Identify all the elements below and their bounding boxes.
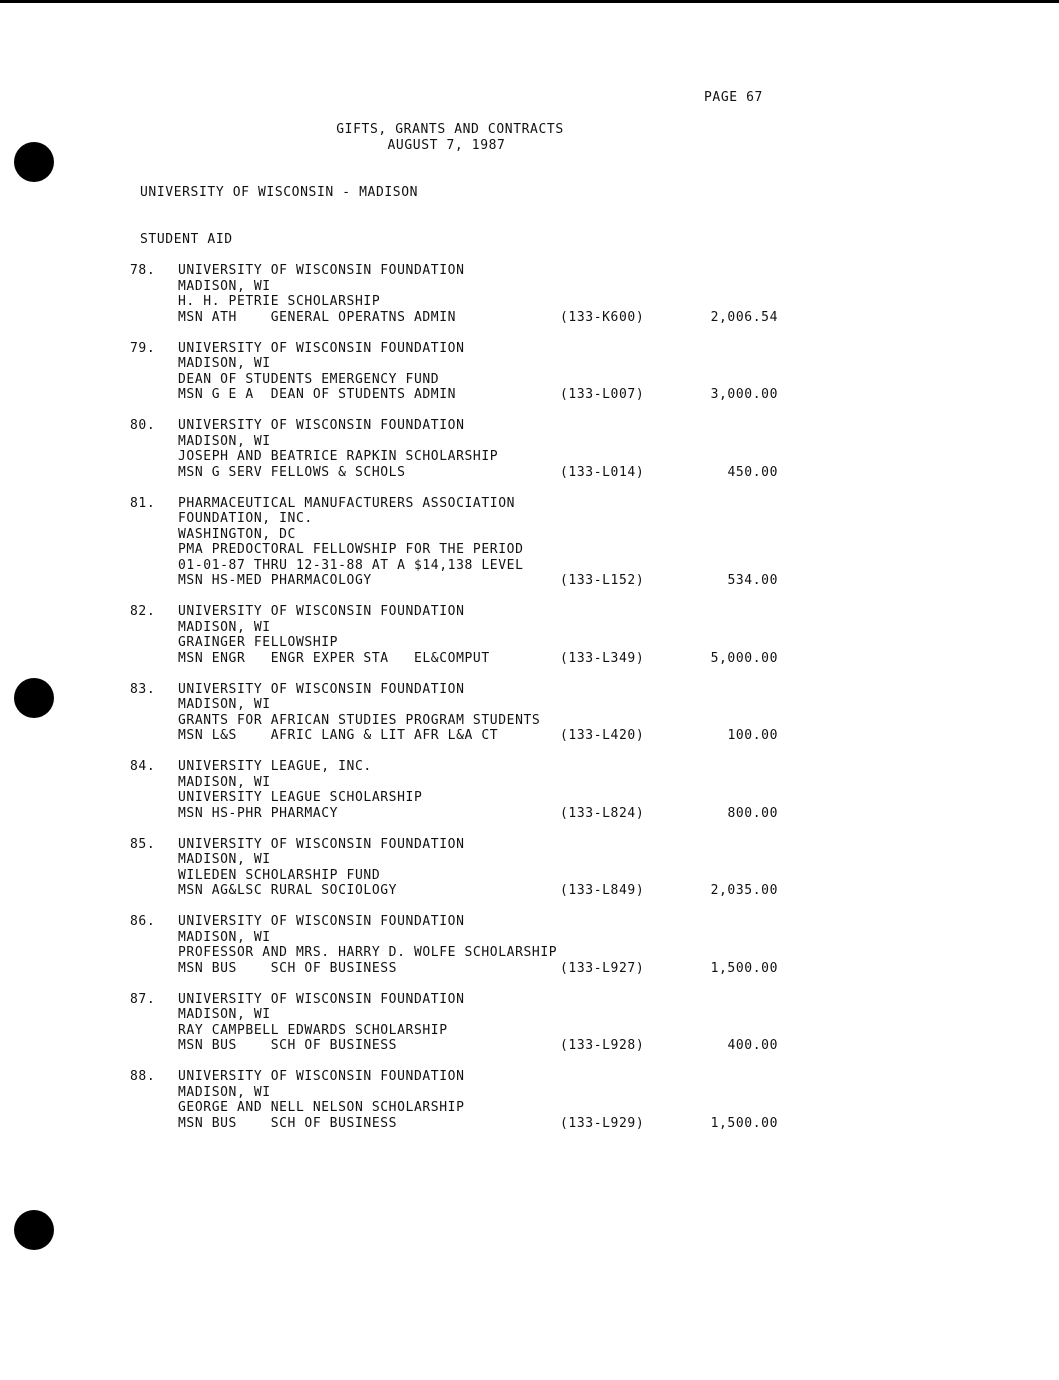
account-code: (133-L152) bbox=[560, 573, 645, 588]
entry-account-row bbox=[178, 961, 778, 977]
entry-number: 79. bbox=[130, 340, 156, 356]
page-title: GIFTS, GRANTS AND CONTRACTS bbox=[336, 122, 564, 137]
entry-body bbox=[178, 263, 778, 325]
department: MSN HS-MED PHARMACOLOGY bbox=[178, 573, 372, 588]
institution-heading: UNIVERSITY OF WISCONSIN - MADISON bbox=[140, 185, 419, 200]
amount: 1,500.00 bbox=[710, 1115, 778, 1131]
entry-line: MADISON, WI bbox=[178, 1084, 271, 1100]
section-heading: STUDENT AID bbox=[140, 232, 233, 247]
amount: 2,035.00 bbox=[710, 883, 778, 898]
grantor-name: UNIVERSITY OF WISCONSIN FOUNDATION bbox=[178, 418, 465, 433]
entry-body bbox=[178, 682, 778, 744]
grantor-name: UNIVERSITY OF WISCONSIN FOUNDATION bbox=[178, 604, 465, 619]
entry-number: 78. bbox=[130, 263, 156, 278]
entry-line: PROFESSOR AND MRS. HARRY D. WOLFE SCHOLARSHIP bbox=[178, 945, 558, 960]
entry-account-row bbox=[178, 651, 778, 667]
entry-line: MADISON, WI bbox=[178, 774, 271, 790]
grantor-name: UNIVERSITY LEAGUE, INC. bbox=[178, 759, 372, 774]
grantor-name: UNIVERSITY OF WISCONSIN FOUNDATION bbox=[178, 1069, 465, 1084]
account-code: (133-K600) bbox=[560, 309, 645, 325]
amount: 450.00 bbox=[727, 464, 778, 480]
department: MSN BUS SCH OF BUSINESS bbox=[178, 1038, 398, 1053]
grantor-name: UNIVERSITY OF WISCONSIN FOUNDATION bbox=[178, 991, 465, 1007]
entry-line: WASHINGTON, DC bbox=[178, 526, 296, 542]
department: MSN ENGR ENGR EXPER STA EL&COMPUT bbox=[178, 650, 490, 666]
entry-line: WILEDEN SCHOLARSHIP FUND bbox=[178, 867, 381, 883]
entry-line: MADISON, WI bbox=[178, 929, 271, 945]
amount: 1,500.00 bbox=[710, 960, 778, 976]
entry-body bbox=[178, 992, 778, 1054]
department: MSN BUS SCH OF BUSINESS bbox=[178, 1115, 398, 1131]
entry-number: 81. bbox=[130, 495, 156, 511]
department: MSN HS-PHR PHARMACY bbox=[178, 805, 339, 821]
entry-line: MADISON, WI bbox=[178, 697, 271, 712]
amount: 5,000.00 bbox=[710, 650, 778, 666]
page-number: PAGE 67 bbox=[704, 90, 763, 105]
punch-hole bbox=[14, 678, 54, 718]
punch-hole bbox=[14, 1210, 54, 1250]
account-code: (133-L849) bbox=[560, 883, 645, 898]
entry-line: MADISON, WI bbox=[178, 619, 271, 635]
entry-account-row bbox=[178, 387, 778, 403]
entry-line: 01-01-87 THRU 12-31-88 AT A $14,138 LEVEL bbox=[178, 557, 524, 573]
entry-body bbox=[178, 837, 778, 899]
entry-number: 87. bbox=[130, 991, 156, 1007]
account-code: (133-L824) bbox=[560, 805, 645, 821]
entry-account-row bbox=[178, 310, 778, 326]
entry-line: GRAINGER FELLOWSHIP bbox=[178, 635, 339, 650]
entry-number: 82. bbox=[130, 604, 156, 619]
grantor-name: PHARMACEUTICAL MANUFACTURERS ASSOCIATION bbox=[178, 495, 516, 511]
entry-line: MADISON, WI bbox=[178, 433, 271, 449]
department: MSN ATH GENERAL OPERATNS ADMIN bbox=[178, 309, 457, 325]
amount: 534.00 bbox=[727, 573, 778, 588]
entry-account-row bbox=[178, 806, 778, 822]
entry-account-row bbox=[178, 728, 778, 744]
amount: 3,000.00 bbox=[710, 387, 778, 402]
entry-line: H. H. PETRIE SCHOLARSHIP bbox=[178, 294, 381, 309]
entry-line: MADISON, WI bbox=[178, 1007, 271, 1022]
entry-line: GEORGE AND NELL NELSON SCHOLARSHIP bbox=[178, 1100, 465, 1115]
entry-body bbox=[178, 604, 778, 666]
department: MSN BUS SCH OF BUSINESS bbox=[178, 960, 398, 976]
account-code: (133-L927) bbox=[560, 960, 645, 976]
account-code: (133-L928) bbox=[560, 1038, 645, 1053]
entry-line: RAY CAMPBELL EDWARDS SCHOLARSHIP bbox=[178, 1022, 448, 1038]
entry-body bbox=[178, 341, 778, 403]
department: MSN G SERV FELLOWS & SCHOLS bbox=[178, 464, 406, 480]
entry-number: 86. bbox=[130, 914, 156, 929]
entry-number: 88. bbox=[130, 1069, 156, 1084]
department: MSN L&S AFRIC LANG & LIT AFR L&A CT bbox=[178, 728, 499, 743]
entry-account-row bbox=[178, 573, 778, 589]
entry-number: 83. bbox=[130, 681, 156, 697]
department: MSN G E A DEAN OF STUDENTS ADMIN bbox=[178, 387, 457, 402]
account-code: (133-L420) bbox=[560, 728, 645, 743]
entry-line: MADISON, WI bbox=[178, 356, 271, 371]
entry-account-row bbox=[178, 465, 778, 481]
entry-line: MADISON, WI bbox=[178, 278, 271, 294]
entry-line: PMA PREDOCTORAL FELLOWSHIP FOR THE PERIOD bbox=[178, 542, 524, 557]
entry-line: DEAN OF STUDENTS EMERGENCY FUND bbox=[178, 371, 440, 387]
grantor-name: UNIVERSITY OF WISCONSIN FOUNDATION bbox=[178, 836, 465, 852]
account-code: (133-L349) bbox=[560, 650, 645, 666]
entry-line: GRANTS FOR AFRICAN STUDIES PROGRAM STUDENTS bbox=[178, 712, 541, 728]
entry-line: JOSEPH AND BEATRICE RAPKIN SCHOLARSHIP bbox=[178, 449, 499, 464]
report-date: AUGUST 7, 1987 bbox=[387, 138, 506, 153]
amount: 2,006.54 bbox=[710, 309, 778, 325]
grantor-name: UNIVERSITY OF WISCONSIN FOUNDATION bbox=[178, 681, 465, 697]
entry-line: FOUNDATION, INC. bbox=[178, 511, 313, 526]
entry-account-row bbox=[178, 883, 778, 899]
top-border bbox=[0, 0, 1059, 3]
entry-number: 85. bbox=[130, 836, 156, 852]
entry-number: 80. bbox=[130, 418, 156, 433]
entry-account-row bbox=[178, 1116, 778, 1132]
amount: 100.00 bbox=[727, 728, 778, 743]
entry-line: UNIVERSITY LEAGUE SCHOLARSHIP bbox=[178, 790, 423, 805]
punch-hole bbox=[14, 142, 54, 182]
account-code: (133-L014) bbox=[560, 464, 645, 480]
account-code: (133-L929) bbox=[560, 1115, 645, 1131]
department: MSN AG&LSC RURAL SOCIOLOGY bbox=[178, 883, 398, 898]
grantor-name: UNIVERSITY OF WISCONSIN FOUNDATION bbox=[178, 914, 465, 929]
amount: 400.00 bbox=[727, 1038, 778, 1053]
entry-number: 84. bbox=[130, 759, 156, 774]
entry-body bbox=[178, 914, 778, 976]
entry-line: MADISON, WI bbox=[178, 852, 271, 867]
entry-body bbox=[178, 759, 778, 821]
account-code: (133-L007) bbox=[560, 387, 645, 402]
entry-body bbox=[178, 1069, 778, 1131]
entry-body bbox=[178, 496, 778, 589]
entry-account-row bbox=[178, 1038, 778, 1054]
grantor-name: UNIVERSITY OF WISCONSIN FOUNDATION bbox=[178, 263, 465, 278]
amount: 800.00 bbox=[727, 805, 778, 821]
grantor-name: UNIVERSITY OF WISCONSIN FOUNDATION bbox=[178, 340, 465, 356]
entry-body bbox=[178, 418, 778, 480]
